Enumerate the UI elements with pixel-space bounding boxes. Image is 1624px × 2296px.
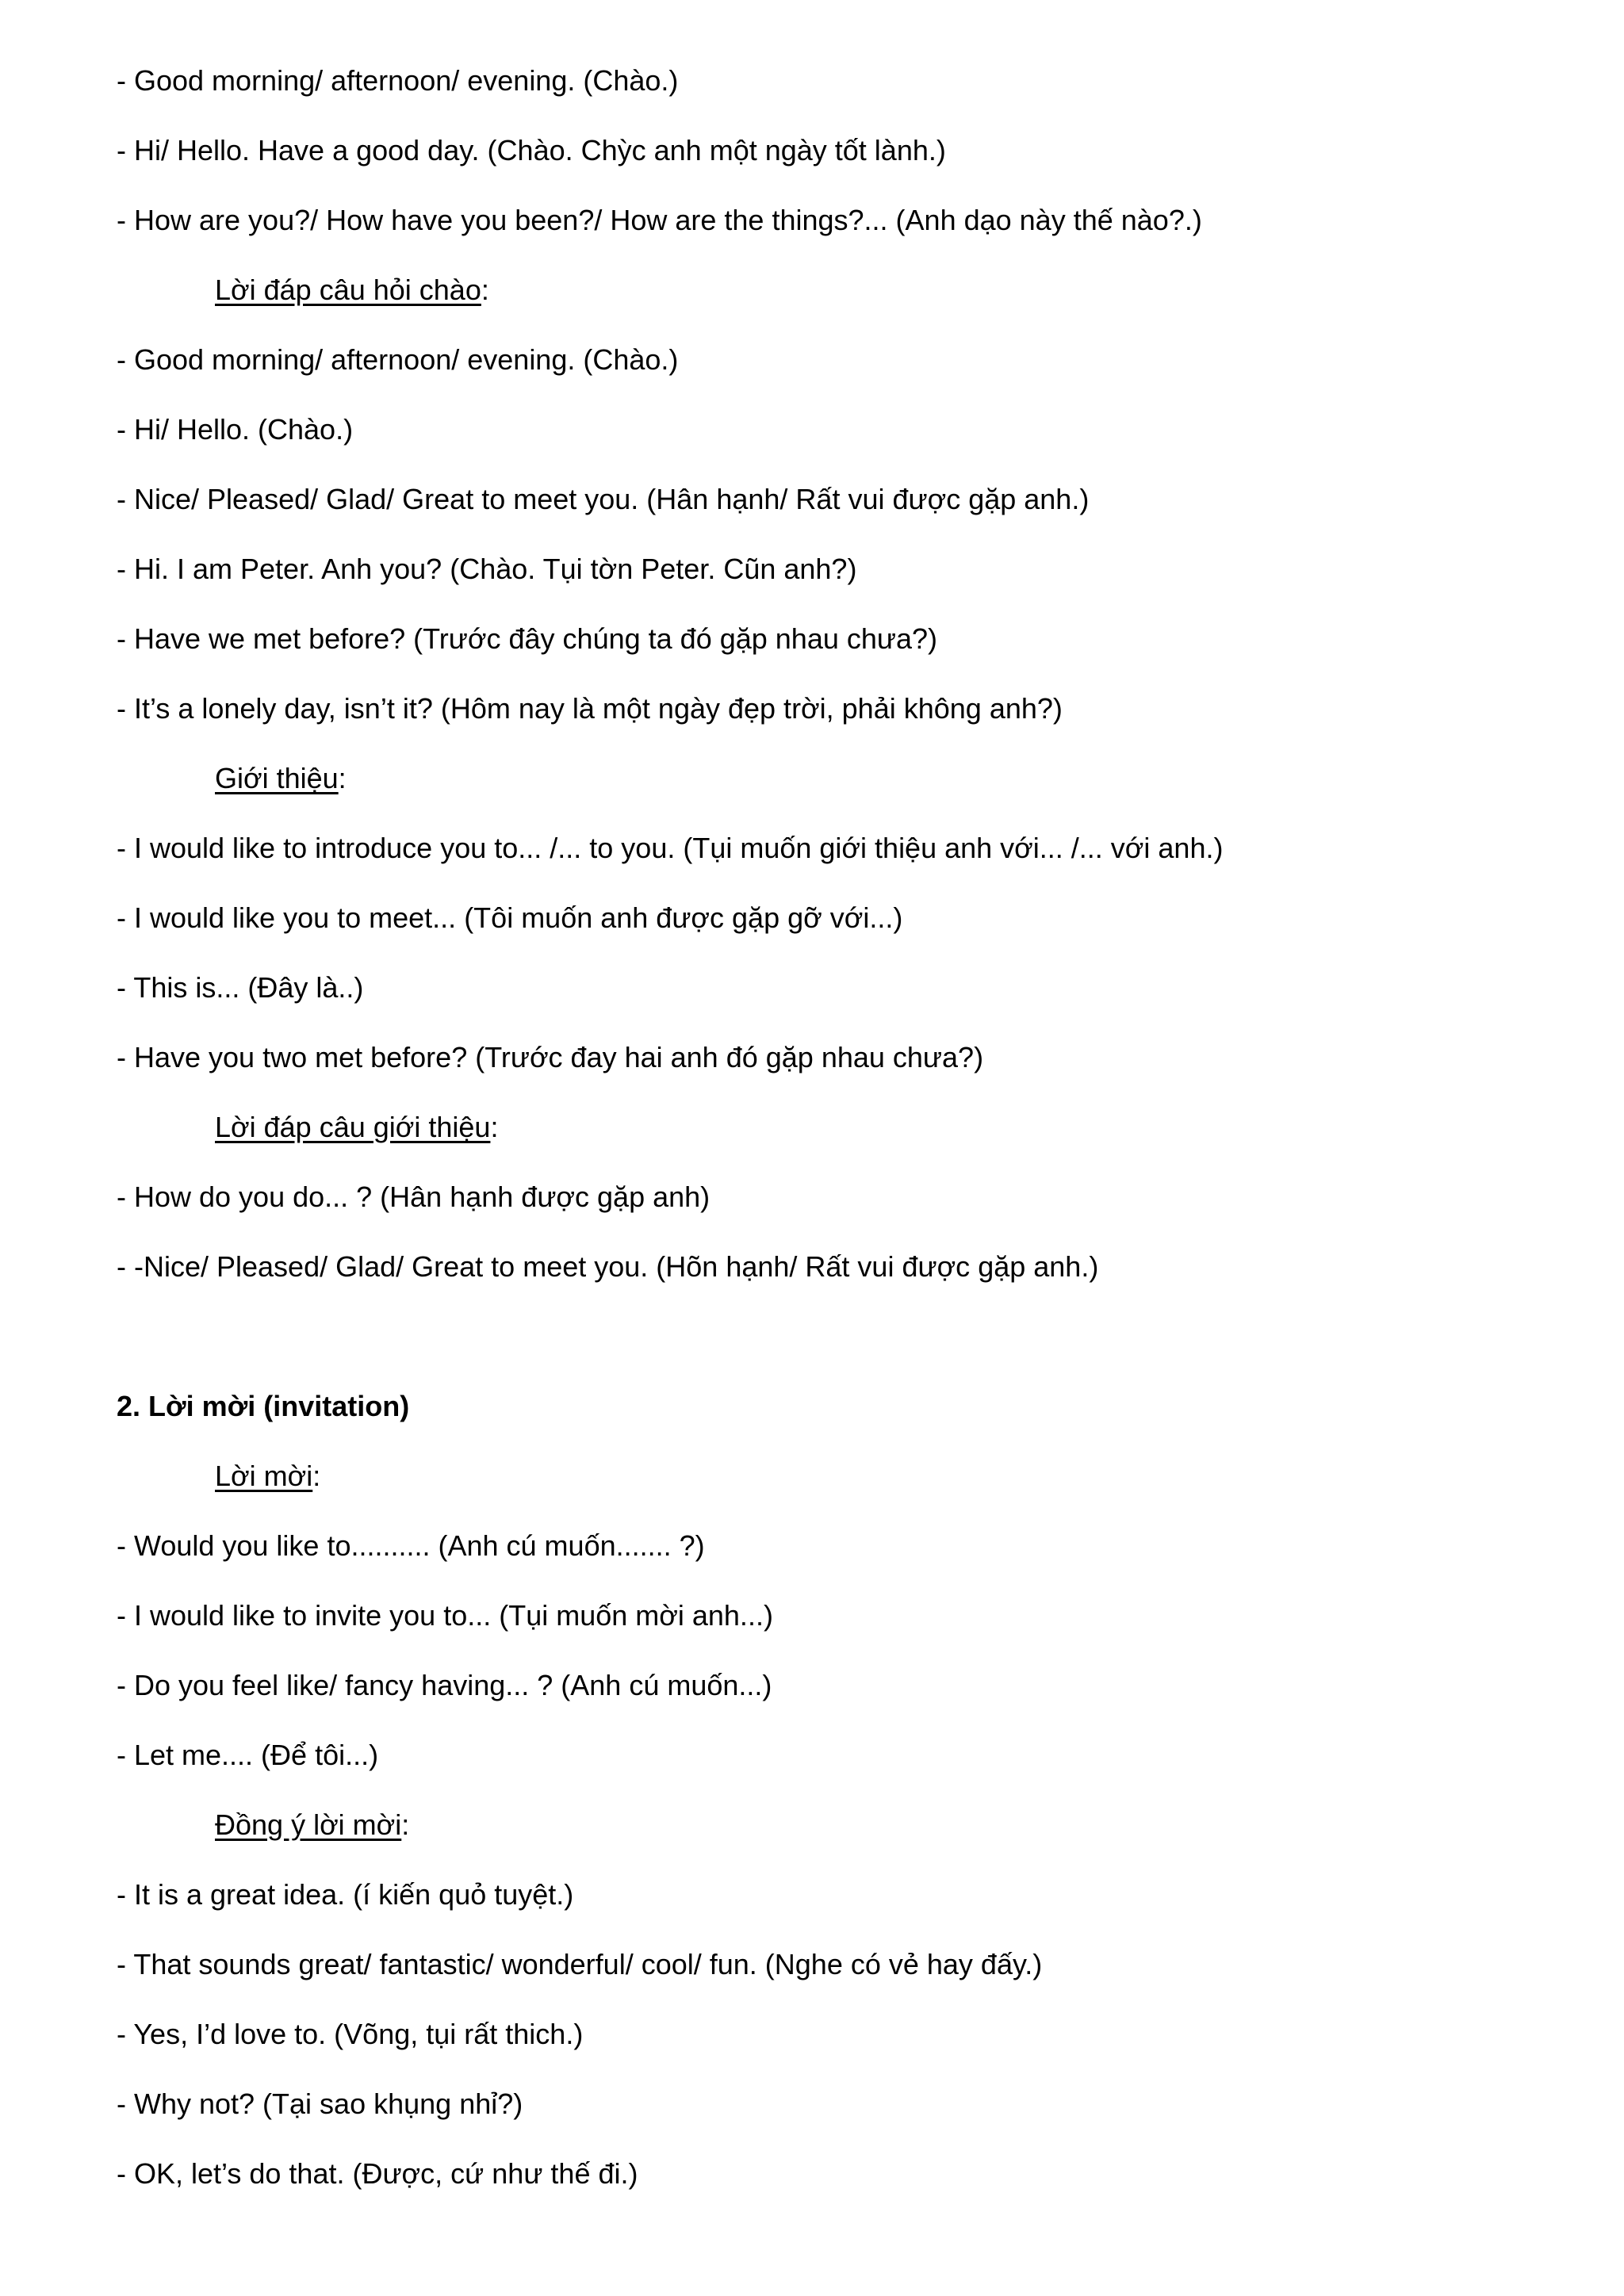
phrase-line: - I would like to introduce you to... /... to you. (Tụi muốn giới thiệu anh với... /... với anh.) xyxy=(117,832,1224,864)
subheading-colon: : xyxy=(481,274,489,306)
subheading-label: Giới thiệu xyxy=(215,762,339,794)
subheading-colon: : xyxy=(312,1460,321,1492)
subheading-label: Lời đáp câu hỏi chào xyxy=(215,274,481,306)
subheading-colon: : xyxy=(401,1808,410,1841)
phrase-line: - How are you?/ How have you been?/ How are the things?... (Anh dạo này thế nào?.) xyxy=(117,204,1202,236)
phrase-line: - Hi/ Hello. Have a good day. (Chào. Chỳc anh một ngày tốt lành.) xyxy=(117,134,946,166)
subheading-label: Đồng ý lời mời xyxy=(215,1808,402,1841)
subheading-label: Lời mời xyxy=(215,1460,313,1492)
phrase-line: - Do you feel like/ fancy having... ? (Anh cú muốn...) xyxy=(117,1669,772,1701)
phrase-line: - Good morning/ afternoon/ evening. (Chào.) xyxy=(117,64,679,97)
subheading-reply-greeting xyxy=(117,255,1528,325)
phrase-line: - It is a great idea. (í kiến quỏ tuyệt.) xyxy=(117,1878,574,1911)
phrase-line: - Yes, I’d love to. (Võng, tụi rất thich.) xyxy=(117,2018,584,2050)
document-body xyxy=(117,46,1528,2209)
phrase-line: - Good morning/ afternoon/ evening. (Chào.) xyxy=(117,343,679,376)
phrase-line: - Nice/ Pleased/ Glad/ Great to meet you. (Hân hạnh/ Rất vui được gặp anh.) xyxy=(117,483,1090,515)
phrase-line: - Hi. I am Peter. Anh you? (Chào. Tụi tờn Peter. Cũn anh?) xyxy=(117,553,857,585)
blank-line xyxy=(117,1302,1528,1372)
phrase-line: - -Nice/ Pleased/ Glad/ Great to meet you. (Hõn hạnh/ Rất vui được gặp anh.) xyxy=(117,1250,1099,1283)
subheading-label: Lời đáp câu giới thiệu xyxy=(215,1111,491,1143)
phrase-line: - Would you like to.......... (Anh cú muốn....... ?) xyxy=(117,1529,705,1562)
phrase-line: - Have we met before? (Trước đây chúng ta đó gặp nhau chưa?) xyxy=(117,622,938,655)
phrase-line: - Let me.... (Để tôi...) xyxy=(117,1739,379,1771)
phrase-line: - This is... (Đây là..) xyxy=(117,971,364,1004)
subheading-colon: : xyxy=(490,1111,499,1143)
subheading-reply-intro xyxy=(117,1093,1528,1162)
phrase-line: - That sounds great/ fantastic/ wonderful/ cool/ fun. (Nghe có vẻ hay đấy.) xyxy=(117,1948,1043,1980)
subheading-colon: : xyxy=(338,762,347,794)
phrase-line: - It’s a lonely day, isn’t it? (Hôm nay là một ngày đẹp trời, phải không anh?) xyxy=(117,692,1063,725)
subheading-accept xyxy=(117,1790,1528,1860)
phrase-line: - Have you two met before? (Trước đay hai anh đó gặp nhau chưa?) xyxy=(117,1041,984,1073)
phrase-line: - I would like to invite you to... (Tụi muốn mời anh...) xyxy=(117,1599,773,1632)
phrase-line: - How do you do... ? (Hân hạnh được gặp anh) xyxy=(117,1181,710,1213)
phrase-line: - OK, let’s do that. (Được, cứ như thế đi.) xyxy=(117,2157,638,2190)
subheading-invite xyxy=(117,1441,1528,1511)
subheading-introduce xyxy=(117,744,1528,813)
phrase-line: - I would like you to meet... (Tôi muốn anh được gặp gỡ với...) xyxy=(117,901,903,934)
phrase-line: - Why not? (Tại sao khụng nhỉ?) xyxy=(117,2087,523,2120)
section-heading: 2. Lời mời (invitation) xyxy=(117,1390,410,1422)
phrase-line: - Hi/ Hello. (Chào.) xyxy=(117,413,354,446)
